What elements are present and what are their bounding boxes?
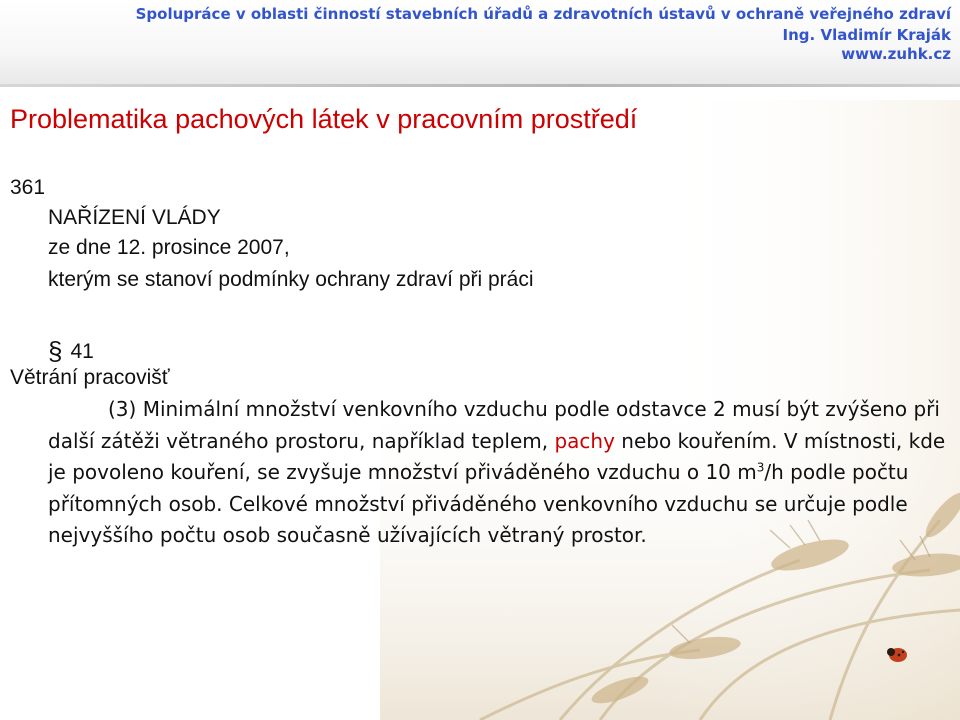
section-title: Větrání pracovišť	[10, 366, 170, 389]
regulation-date: ze dne 12. prosince 2007,	[48, 236, 290, 259]
header-author: Ing. Vladimír Kraják	[782, 26, 951, 44]
paragraph-text-part4: /h podle počtu přítomných osob.	[48, 460, 909, 516]
highlighted-word-odours: pachy	[554, 428, 615, 453]
header-project-title: Spolupráce v oblasti činností stavebních úřadů a zdravotních ústavů v ochraně veřejného zdraví	[135, 5, 951, 23]
paragraph-text-part5: Celkové množství přiváděného venkovního vzduchu se určuje podle nejvyššího počtu osob současně užívajících větraný prostor.	[48, 491, 908, 547]
regulation-name: NAŘÍZENÍ VLÁDY	[48, 206, 221, 229]
section-number: 41	[70, 340, 94, 363]
section-heading	[48, 336, 94, 367]
header-website-link[interactable]: www.zuhk.cz	[841, 45, 951, 63]
regulation-number: 361	[10, 176, 46, 199]
slide-title: Problematika pachových látek v pracovním prostředí	[10, 104, 638, 134]
regulation-paragraph	[48, 394, 953, 552]
paragraph-text-part1: (3) Minimální množství venkovního vzduchu podle odstavce 2 musí být zvýšeno při další zátěži větraného prostoru, například teplem,	[48, 397, 940, 453]
cubic-superscript: 3	[756, 460, 765, 475]
paragraph-text-part3: V místnosti, kde je povoleno kouření, se zvyšuje množství přiváděného vzduchu o 10 m	[48, 428, 946, 484]
regulation-description: kterým se stanoví podmínky ochrany zdraví při práci	[48, 268, 534, 291]
section-symbol: §	[48, 336, 63, 366]
paragraph-text-part2: nebo kouřením.	[621, 428, 778, 453]
